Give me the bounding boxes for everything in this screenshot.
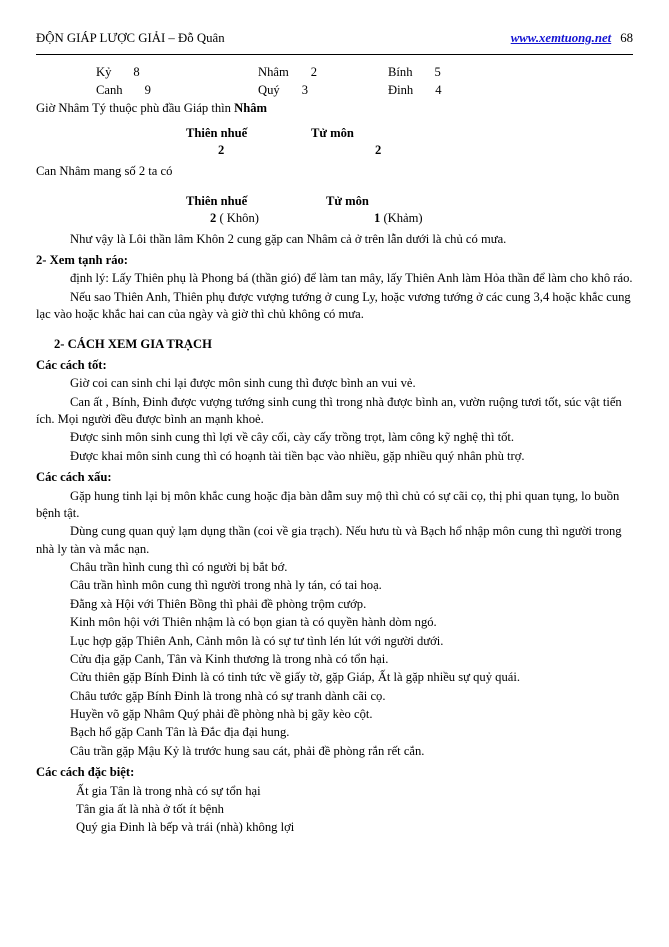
thien-nhue-value-group	[186, 210, 350, 227]
paragraph-gio-nham-ty	[36, 100, 633, 117]
pillar-value: 4	[435, 83, 442, 98]
pillar-value: 2	[310, 64, 318, 79]
pillar-value: 9	[144, 83, 151, 98]
list-item: Giờ coi can sinh chi lại được môn sinh cung thì được bình an vui vẻ.	[70, 376, 416, 391]
list-item: Dùng cung quan quỷ lạm dụng thần (coi về gia trạch). Nếu hưu tù và Bạch hổ nhập môn cung thì người trong nhà ly tàn và mắc nạn.	[36, 524, 622, 556]
pillar-value: 3	[301, 83, 308, 98]
list-item: Lục hợp gặp Thiên Anh, Cảnh môn là có sự tư tình lén lút với người dưới.	[70, 633, 444, 648]
tu-mon-label: Tử môn	[311, 125, 354, 140]
pillar-label: Quý	[258, 83, 280, 98]
thien-nhue-note: ( Khôn)	[219, 211, 259, 226]
pillar-label: Kỷ	[96, 64, 112, 79]
list-item: Được khai môn sinh cung thì có hoạnh tài tiền bạc vào nhiều, gặp nhiều quý nhân phù trợ.	[70, 448, 525, 463]
list-item: Câu trần gặp Mậu Kỷ là trước hung sau cát, phải đề phòng rắn rết cắn.	[70, 743, 425, 758]
list-item: Tân gia ất là nhà ở tốt ít bệnh	[76, 801, 224, 816]
header-title: ĐỘN GIÁP LƯỢC GIẢI – Đỗ Quân	[36, 31, 225, 45]
block-values	[186, 142, 633, 159]
list-item: Gặp hung tinh lại bị môn khắc cung hoặc địa bàn dẫm suy mộ thì chủ có sự cãi cọ, thị phi quan tụng, lo buồn bệnh tật.	[36, 488, 620, 520]
pillar-label: Nhâm	[258, 64, 289, 79]
pillars-table	[96, 64, 633, 100]
list-item: Ất gia Tân là trong nhà có sự tổn hại	[76, 783, 261, 798]
block-headers	[186, 125, 633, 142]
tu-mon-value: 1	[374, 211, 381, 226]
header-divider	[36, 54, 633, 55]
block-thien-nhue-tu-mon-2	[36, 193, 633, 228]
pillar-cell	[388, 82, 508, 99]
list-item: Can ất , Bính, Đinh được vượng tướng sinh cung thì trong nhà được bình an, vườn ruộng tươi tốt, súc vật tiến ích. Mọi người đều được bình an mạnh khoẻ.	[36, 394, 622, 427]
list-item: Châu trần hình cung thì có người bị bắt bớ.	[70, 560, 288, 575]
pillar-label: Đinh	[388, 83, 414, 98]
tu-mon-value: 2	[375, 143, 382, 158]
list-item: Huyền võ gặp Nhâm Quý phải đề phòng nhà bị gãy kèo cột.	[70, 707, 373, 722]
thien-nhue-value: 2	[210, 211, 217, 226]
block-thien-nhue-tu-mon-1	[36, 125, 633, 160]
page-number: 68	[620, 31, 633, 45]
heading-cac-cach-dac-biet: Các cách đặc biệt:	[36, 765, 135, 780]
table-row	[96, 82, 633, 99]
block-values	[186, 210, 633, 227]
list-item: Bạch hổ gặp Canh Tân là Đắc địa đại hung.	[70, 725, 290, 740]
pillar-cell	[388, 64, 508, 81]
gio-nham-ty-text: Giờ Nhâm Tý thuộc phù đầu Giáp thìn	[36, 101, 235, 116]
heading-cac-cach-tot: Các cách tốt:	[36, 357, 107, 372]
pillar-cell	[96, 64, 258, 81]
pillar-cell	[96, 82, 258, 99]
tu-mon-label: Tử môn	[326, 193, 369, 208]
list-item: Đằng xà Hội với Thiên Bồng thì phải đề phòng trộm cướp.	[70, 596, 367, 611]
list-item: Châu tước gặp Bính Đinh là trong nhà có sự tranh dành cãi cọ.	[70, 688, 386, 703]
table-row	[96, 64, 633, 81]
header-right-group	[511, 30, 633, 48]
thien-nhue-value: 2	[218, 143, 225, 158]
list-item: Cửu địa gặp Canh, Tân và Kinh thương là trong nhà có tổn hại.	[70, 651, 389, 666]
pillar-label: Canh	[96, 83, 123, 98]
pillar-cell	[258, 64, 388, 81]
thien-nhue-label: Thiên nhuế	[186, 193, 248, 208]
pillar-cell	[258, 82, 388, 99]
block-headers	[186, 193, 633, 210]
tu-mon-note: (Khảm)	[383, 211, 423, 226]
list-item: Kinh môn hội với Thiên nhậm là có bọn gian tà có quyền hành dòm ngó.	[70, 615, 437, 630]
list-item: Quý gia Đinh là bếp và trái (nhà) không lợi	[76, 820, 295, 835]
pillar-label: Bính	[388, 64, 413, 79]
heading-cac-cach-xau: Các cách xấu:	[36, 470, 112, 485]
website-link[interactable]: www.xemtuong.net	[510, 31, 612, 45]
paragraph-nhu-vay: Như vậy là Lôi thần lâm Khôn 2 cung gặp can Nhâm cả ở trên lẫn dưới là chủ có mưa.	[70, 231, 507, 246]
heading-cach-xem-gia-trach: 2- CÁCH XEM GIA TRẠCH	[54, 336, 212, 351]
page-header	[36, 30, 633, 48]
pillar-value: 5	[434, 64, 441, 79]
paragraph-dinh-ly: định lý: Lấy Thiên phụ là Phong bá (thần gió) để làm tan mây, lấy Thiên Anh làm Hỏa thần để làm cho khô ráo.	[70, 271, 633, 286]
paragraph-can-nham: Can Nhâm mang số 2 ta có	[36, 163, 173, 178]
list-item: Được sinh môn sinh cung thì lợi về cây cối, cày cấy trồng trọt, làm công kỹ nghệ thì tốt.	[70, 430, 515, 445]
pillar-value: 8	[133, 64, 140, 79]
gio-nham-ty-emphasis: Nhâm	[234, 101, 267, 116]
heading-xem-tanh-rao: 2- Xem tạnh ráo:	[36, 253, 128, 268]
list-item: Câu trần hình môn cung thì người trong nhà ly tán, có tai hoạ.	[70, 578, 382, 593]
tu-mon-value-group	[350, 210, 514, 227]
paragraph-neu-sao: Nếu sao Thiên Anh, Thiên phụ được vượng tướng ở cung Ly, hoặc vương tướng ở các cung 3,4 hoặc khắc cung lạc vào hoặc khắc hai can của ngày và giờ thì chủ không có mưa.	[36, 289, 631, 322]
list-item: Cửu thiên gặp Bính Đinh là có tinh tức về giấy tờ, gặp Giáp, Ất là gặp nhiều sự quỷ quái.	[70, 670, 520, 685]
thien-nhue-label: Thiên nhuế	[186, 125, 248, 140]
